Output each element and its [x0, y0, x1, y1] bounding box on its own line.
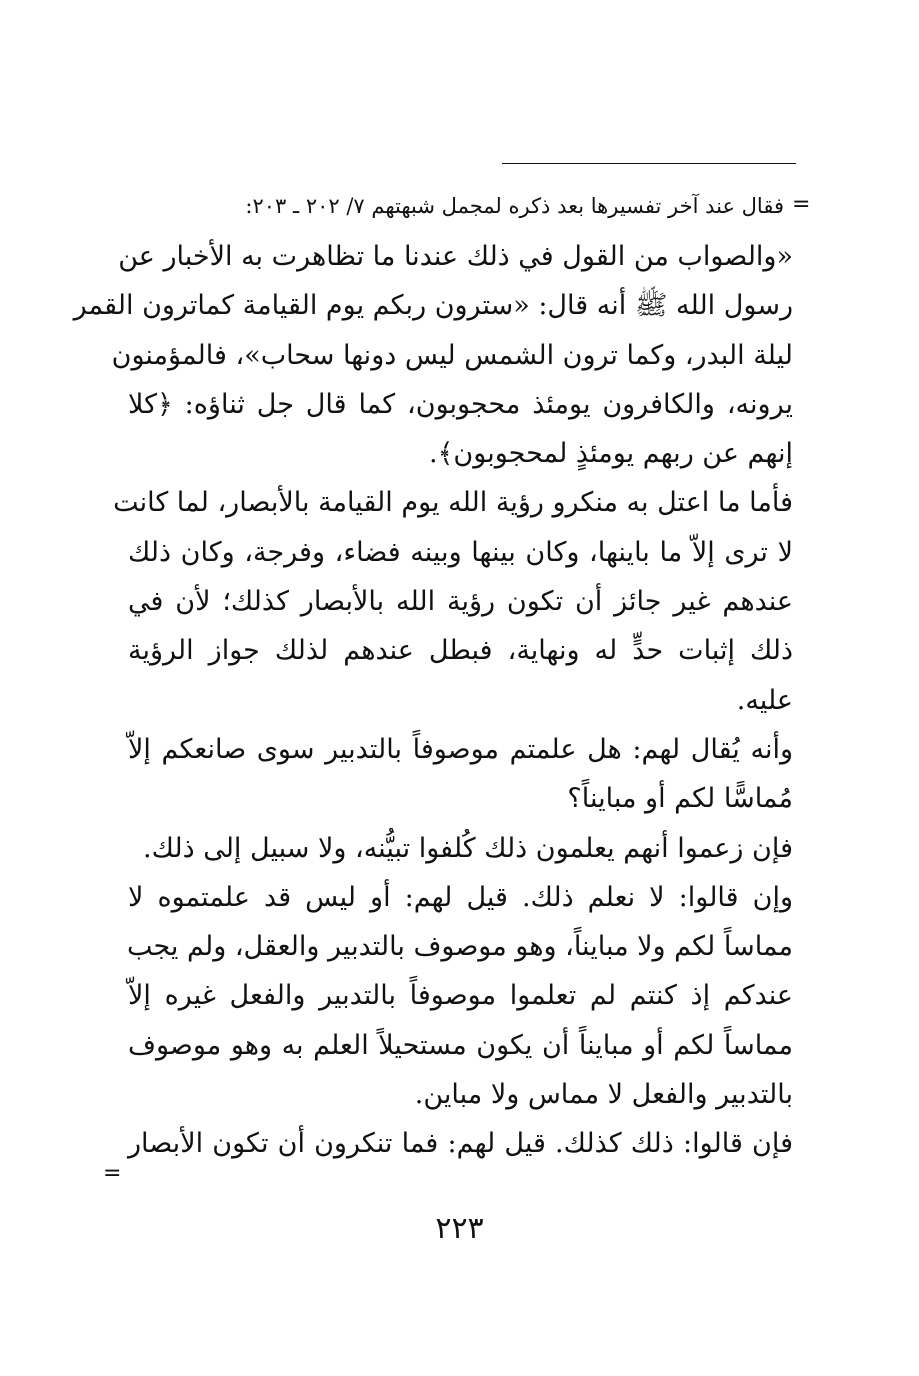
continuation-mark-bottom: = [103, 1161, 122, 1186]
footnote-separator-rule [502, 163, 796, 164]
text-line: فإن زعموا أنهم يعلمون ذلك كُلفوا تبيُّنه، ولا سبيل إلى ذلك. [143, 832, 793, 864]
text-line: مماساً لكم ولا مبايناً، وهو موصوف بالتدبير والعقل، ولم يجب [126, 931, 793, 963]
text-line: مُماسًّا لكم أو مبايناً؟ [567, 783, 793, 815]
text-line: يرونه، والكافرون يومئذ محجوبون، كما قال جل ثناؤه: ﴿كلا [128, 388, 793, 420]
text-line: «والصواب من القول في ذلك عندنا ما تظاهرت به الأخبار عن [118, 241, 793, 272]
page-number: ٢٢٣ [435, 1211, 484, 1246]
continuation-mark-top: = [792, 192, 811, 217]
text-line: عليه. [736, 684, 793, 716]
text-line: بالتدبير والفعل لا مماس ولا مباين. [414, 1079, 793, 1111]
text-line: مماساً لكم أو مبايناً أن يكون مستحيلاً العلم به وهو موصوف [128, 1029, 793, 1061]
text-line: فأما ما اعتل به منكرو رؤية الله يوم القيامة بالأبصار، لما كانت [113, 487, 793, 519]
text-line: وإن قالوا: لا نعلم ذلك. قيل لهم: أو ليس قد علمتموه لا [128, 881, 793, 913]
text-line: عندكم إذ كنتم لم تعلموا موصوفاً بالتدبير والفعل غيره إلاّ [128, 980, 793, 1012]
text-line: ليلة البدر، وكما ترون الشمس ليس دونها سحاب»، فالمؤمنون [111, 339, 793, 371]
text-line: وأنه يُقال لهم: هل علمتم موصوفاً بالتدبير سوى صانعكم إلاّ [128, 733, 793, 765]
text-line: فإن قالوا: ذلك كذلك. قيل لهم: فما تنكرون أن تكون الأبصار [128, 1128, 793, 1160]
text-line: ذلك إثبات حدٍّ له ونهاية، فبطل عندهم لذلك جواز الرؤية [128, 635, 793, 667]
footnote-lead-line: فقال عند آخر تفسيرها بعد ذكره لمجمل شبهتهم ٧/ ٢٠٢ ـ ٢٠٣: [245, 194, 784, 218]
body-text [73, 232, 793, 1169]
text-line: إنهم عن ربهم يومئذٍ لمحجوبون﴾. [429, 438, 793, 470]
text-line: لا ترى إلاّ ما باينها، وكان بينها وبينه فضاء، وفرجة، وكان ذلك [128, 536, 793, 568]
text-line: رسول الله ﷺ أنه قال: «سترون ربكم يوم القيامة كماترون القمر [73, 290, 793, 322]
text-line: عندهم غير جائز أن تكون رؤية الله بالأبصار كذلك؛ لأن في [128, 586, 793, 618]
